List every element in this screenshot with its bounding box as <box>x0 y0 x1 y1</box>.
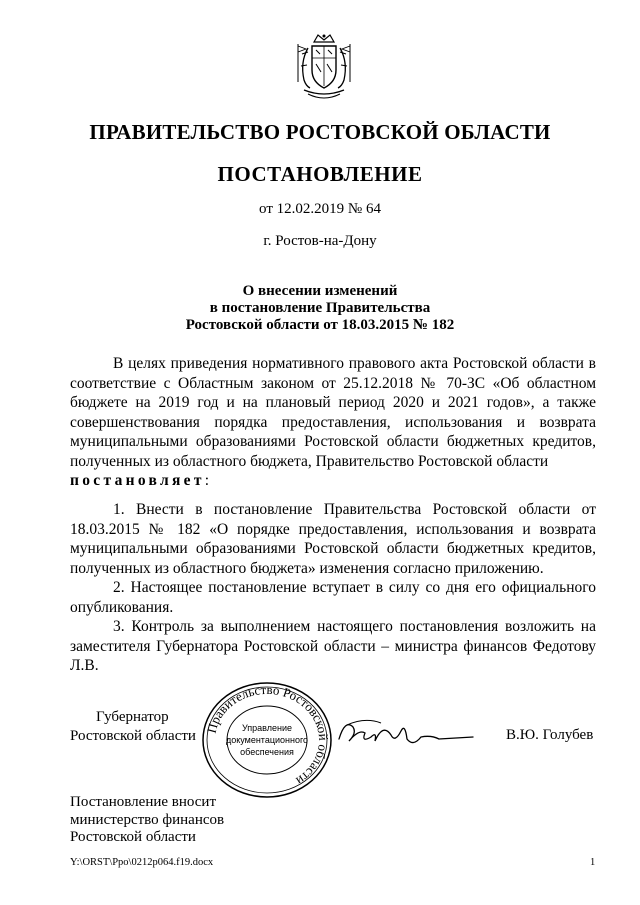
decree-word: постановляет <box>70 472 205 489</box>
handwritten-signature <box>335 713 475 753</box>
note-line: Постановление вносит <box>70 794 217 810</box>
note-line: министерство финансов <box>70 811 225 828</box>
document-type: ПОСТАНОВЛЕНИЕ <box>217 162 423 186</box>
official-stamp <box>201 681 333 799</box>
decree-item-2: 2. Настоящее постановление вступает в силу со дня его официального опубликования. <box>70 579 596 616</box>
decree-items <box>70 500 596 676</box>
page-number: 1 <box>590 857 596 868</box>
decree-colon: : <box>204 472 210 489</box>
document-place: г. Ростов-на-Дону <box>263 233 377 249</box>
subject-line: О внесении изменений <box>242 283 398 299</box>
document-date-number: от 12.02.2019 № 64 <box>259 201 381 217</box>
note-line: Ростовской области <box>70 829 196 845</box>
stamp-inner-line: документационного <box>225 735 309 745</box>
signer-position <box>70 708 196 746</box>
decree-item-1: 1. Внести в постановление Правительства Ростовской области от 18.03.2015 № 182 «О порядке предоставления, использования и возврата муниципальными образованиями Ростовской области бюджетных кредитов, полученных из областного бюджета» изменения согласно приложению. <box>70 501 596 577</box>
subject-line: в постановление Правительства <box>209 300 431 316</box>
signer-name: В.Ю. Голубев <box>506 727 594 743</box>
government-title: ПРАВИТЕЛЬСТВО РОСТОВСКОЙ ОБЛАСТИ <box>89 120 551 144</box>
stamp-inner-line: обеспечения <box>240 747 294 757</box>
stamp-ring-text: Правительство Ростовской области <box>203 681 332 789</box>
document-subject <box>0 283 640 334</box>
stamp-inner-line: Управление <box>241 723 293 733</box>
signer-position-line: Губернатор <box>96 709 169 725</box>
preamble-paragraph <box>70 354 596 491</box>
preamble-text: В целях приведения нормативного правового акта Ростовской области в соответствие с Областным законом от 25.12.2018 № 70-ЗС «Об областном бюджете на 2019 год и на плановый период 2020 и 2021 годов», а также совершенствования порядка предоставления, использования и возврата муниципальными образованиями Ростовской области бюджетных кредитов, полученных из областного бюджета, Правительство Ростовской области <box>70 355 596 470</box>
subject-line: Ростовской области от 18.03.2015 № 182 <box>185 317 455 333</box>
coat-of-arms-icon <box>294 32 354 104</box>
file-path: Y:\ORST\Ppo\0212p064.f19.docx <box>70 857 214 868</box>
submission-note <box>70 794 224 847</box>
decree-item-3: 3. Контроль за выполнением настоящего постановления возложить на заместителя Губернатора Ростовской области – министра финансов Федотову Л.В. <box>70 618 596 674</box>
signer-position-line: Ростовской области <box>70 728 196 744</box>
